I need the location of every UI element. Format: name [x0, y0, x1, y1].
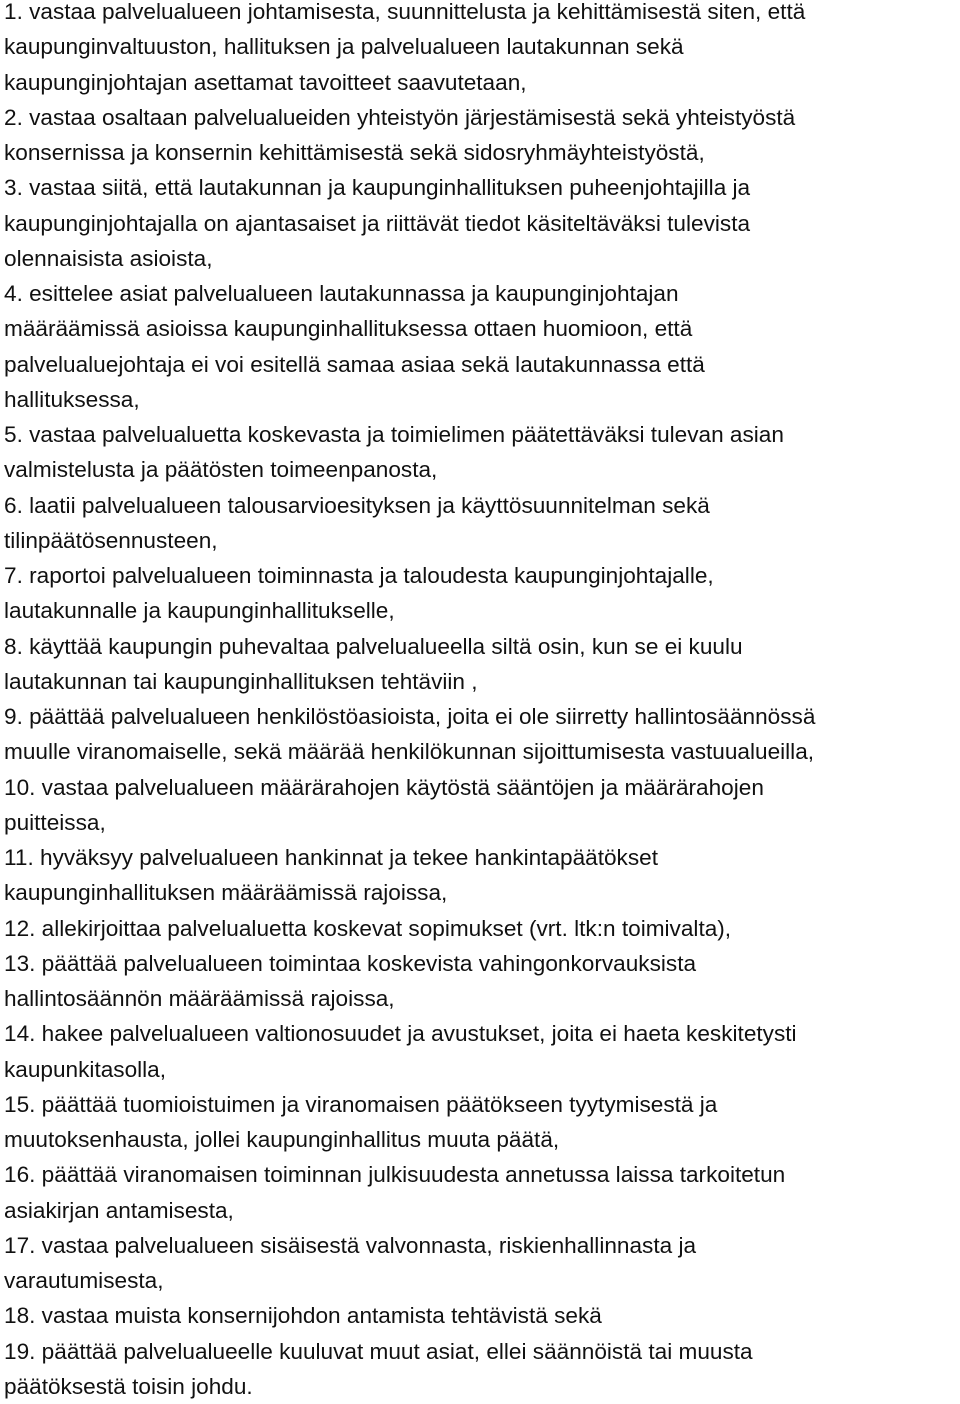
list-item-text-line: määräämissä asioissa kaupunginhallituksessa ottaen huomioon, että	[4, 311, 958, 346]
list-item-text-line: hallituksessa,	[4, 382, 958, 417]
list-item-text-line: 12. allekirjoittaa palvelualuetta koskevat sopimukset (vrt. ltk:n toimivalta),	[4, 911, 958, 946]
list-item-1	[4, 0, 958, 100]
list-item-text-line: 17. vastaa palvelualueen sisäisestä valvonnasta, riskienhallinnasta ja	[4, 1228, 958, 1263]
list-item-text-line: muulle viranomaiselle, sekä määrää henkilökunnan sijoittumisesta vastuualueilla,	[4, 734, 958, 769]
list-item-2	[4, 100, 958, 171]
list-item-text-line: konsernissa ja konsernin kehittämisestä sekä sidosryhmäyhteistyöstä,	[4, 135, 958, 170]
list-item-text-line: valmistelusta ja päätösten toimeenpanosta,	[4, 452, 958, 487]
list-item-text-line: kaupunginjohtajalla on ajantasaiset ja riittävät tiedot käsiteltäväksi tulevista	[4, 206, 958, 241]
list-item-8	[4, 629, 958, 700]
list-item-text-line: 3. vastaa siitä, että lautakunnan ja kaupunginhallituksen puheenjohtajilla ja	[4, 170, 958, 205]
list-item-13	[4, 946, 958, 1017]
list-item-text-line: 14. hakee palvelualueen valtionosuudet ja avustukset, joita ei haeta keskitetysti	[4, 1016, 958, 1051]
list-item-text-line: lautakunnalle ja kaupunginhallitukselle,	[4, 593, 958, 628]
list-item-16	[4, 1157, 958, 1228]
list-item-text-line: päätöksestä toisin johdu.	[4, 1369, 958, 1404]
list-item-text-line: 4. esittelee asiat palvelualueen lautakunnassa ja kaupunginjohtajan	[4, 276, 958, 311]
list-item-7	[4, 558, 958, 629]
list-item-19	[4, 1334, 958, 1404]
list-item-text-line: 13. päättää palvelualueen toimintaa koskevista vahingonkorvauksista	[4, 946, 958, 981]
list-item-text-line: 16. päättää viranomaisen toiminnan julkisuudesta annetussa laissa tarkoitetun	[4, 1157, 958, 1192]
list-item-text-line: 7. raportoi palvelualueen toiminnasta ja taloudesta kaupunginjohtajalle,	[4, 558, 958, 593]
list-item-18	[4, 1298, 958, 1333]
list-item-15	[4, 1087, 958, 1158]
list-item-text-line: 1. vastaa palvelualueen johtamisesta, suunnittelusta ja kehittämisestä siten, että	[4, 0, 958, 29]
list-item-text-line: 11. hyväksyy palvelualueen hankinnat ja tekee hankintapäätökset	[4, 840, 958, 875]
list-item-text-line: palvelualuejohtaja ei voi esitellä samaa asiaa sekä lautakunnassa että	[4, 347, 958, 382]
list-item-9	[4, 699, 958, 770]
list-item-text-line: hallintosäännön määräämissä rajoissa,	[4, 981, 958, 1016]
list-item-5	[4, 417, 958, 488]
list-item-text-line: kaupunginvaltuuston, hallituksen ja palvelualueen lautakunnan sekä	[4, 29, 958, 64]
list-item-text-line: 5. vastaa palvelualuetta koskevasta ja toimielimen päätettäväksi tulevan asian	[4, 417, 958, 452]
list-item-14	[4, 1016, 958, 1087]
list-item-text-line: kaupunkitasolla,	[4, 1052, 958, 1087]
list-item-text-line: 9. päättää palvelualueen henkilöstöasioista, joita ei ole siirretty hallintosäännössä	[4, 699, 958, 734]
list-item-4	[4, 276, 958, 417]
list-item-text-line: kaupunginhallituksen määräämissä rajoissa,	[4, 875, 958, 910]
list-item-text-line: 2. vastaa osaltaan palvelualueiden yhteistyön järjestämisestä sekä yhteistyöstä	[4, 100, 958, 135]
list-item-11	[4, 840, 958, 911]
list-item-text-line: asiakirjan antamisesta,	[4, 1193, 958, 1228]
list-item-text-line: 18. vastaa muista konsernijohdon antamista tehtävistä sekä	[4, 1298, 958, 1333]
list-item-text-line: tilinpäätösennusteen,	[4, 523, 958, 558]
list-item-3	[4, 170, 958, 276]
list-item-text-line: varautumisesta,	[4, 1263, 958, 1298]
list-item-17	[4, 1228, 958, 1299]
list-item-text-line: 8. käyttää kaupungin puhevaltaa palvelualueella siltä osin, kun se ei kuulu	[4, 629, 958, 664]
list-item-text-line: muutoksenhausta, jollei kaupunginhallitus muuta päätä,	[4, 1122, 958, 1157]
list-item-text-line: 10. vastaa palvelualueen määrärahojen käytöstä sääntöjen ja määrärahojen	[4, 770, 958, 805]
list-item-text-line: lautakunnan tai kaupunginhallituksen tehtäviin ,	[4, 664, 958, 699]
list-item-text-line: olennaisista asioista,	[4, 241, 958, 276]
list-item-text-line: 6. laatii palvelualueen talousarvioesityksen ja käyttösuunnitelman sekä	[4, 488, 958, 523]
list-item-10	[4, 770, 958, 841]
list-item-text-line: kaupunginjohtajan asettamat tavoitteet saavutetaan,	[4, 65, 958, 100]
list-item-text-line: 15. päättää tuomioistuimen ja viranomaisen päätökseen tyytymisestä ja	[4, 1087, 958, 1122]
list-item-text-line: 19. päättää palvelualueelle kuuluvat muut asiat, ellei säännöistä tai muusta	[4, 1334, 958, 1369]
list-item-6	[4, 488, 958, 559]
list-item-text-line: puitteissa,	[4, 805, 958, 840]
list-item-12	[4, 911, 958, 946]
document-body	[4, 0, 958, 1404]
